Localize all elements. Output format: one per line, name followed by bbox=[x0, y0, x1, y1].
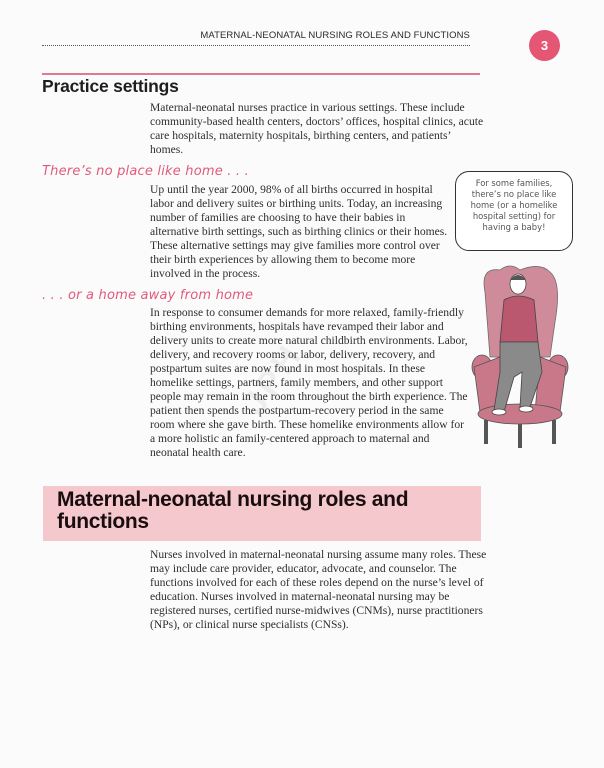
section-divider bbox=[42, 73, 480, 75]
paragraph-no-place-like-home: Up until the year 2000, 98% of all births occurred in hospital labor and delivery suites or birthing units. Today, an increasing number of families are choosing to have their babies in alternative birth settings, such as birthing clinics or their homes. These alternative settings may give families more control over their birth experiences by allowing them to become more involved in the process. bbox=[150, 183, 448, 280]
paragraph-roles-functions: Nurses involved in maternal-neonatal nursing assume many roles. These may include care provider, educator, advocate, and counselor. The functions involved for each of these roles depend on the nurse’s level of education. Nurses involved in maternal-neonatal nursing may be registered nurses, certified nurse-midwives (CNMs), nurse practitioners (NPs), or clinical nurse specialists (CNSs). bbox=[150, 548, 487, 631]
watermark: JPH bbox=[235, 335, 311, 422]
page-number-badge: 3 bbox=[529, 30, 560, 61]
paragraph-practice-settings: Maternal-neonatal nurses practice in various settings. These include community-based health centers, doctors’ offices, hospital clinics, acute care hospitals, maternity hospitals, birthing centers, and patients’ homes. bbox=[150, 101, 484, 156]
section-heading-roles-functions: Maternal-neonatal nursing roles and functions bbox=[57, 488, 409, 533]
paragraph-home-away-from-home: In response to consumer demands for more relaxed, family-friendly birthing environments, hospitals have revamped their labor and delivery units to create more natural childbirth environments. Labor, delivery, and recovery rooms or labor, delivery, recovery, and postpartum suites are now found in most hospitals. In these homelike settings, partners, family members, and other support people may remain in the room throughout the birth experience. The patient then spends the postpartum-recovery period in the same room where she gave birth. These homelike environments allow for a more holistic an family-centered approach to maternal and neonatal health care. bbox=[150, 306, 468, 459]
section-heading-practice-settings: Practice settings bbox=[42, 76, 179, 96]
dotted-divider bbox=[42, 45, 470, 46]
subheading-home-away-from-home: . . . or a home away from home bbox=[42, 288, 254, 303]
running-head: MATERNAL-NEONATAL NURSING ROLES AND FUNCTIONS bbox=[200, 30, 470, 41]
subheading-no-place-like-home: There’s no place like home . . . bbox=[42, 164, 249, 179]
speech-bubble: For some families, there’s no place like home (or a homelike hospital setting) for having a baby! bbox=[455, 171, 573, 251]
woman-in-armchair-illustration bbox=[470, 262, 570, 462]
